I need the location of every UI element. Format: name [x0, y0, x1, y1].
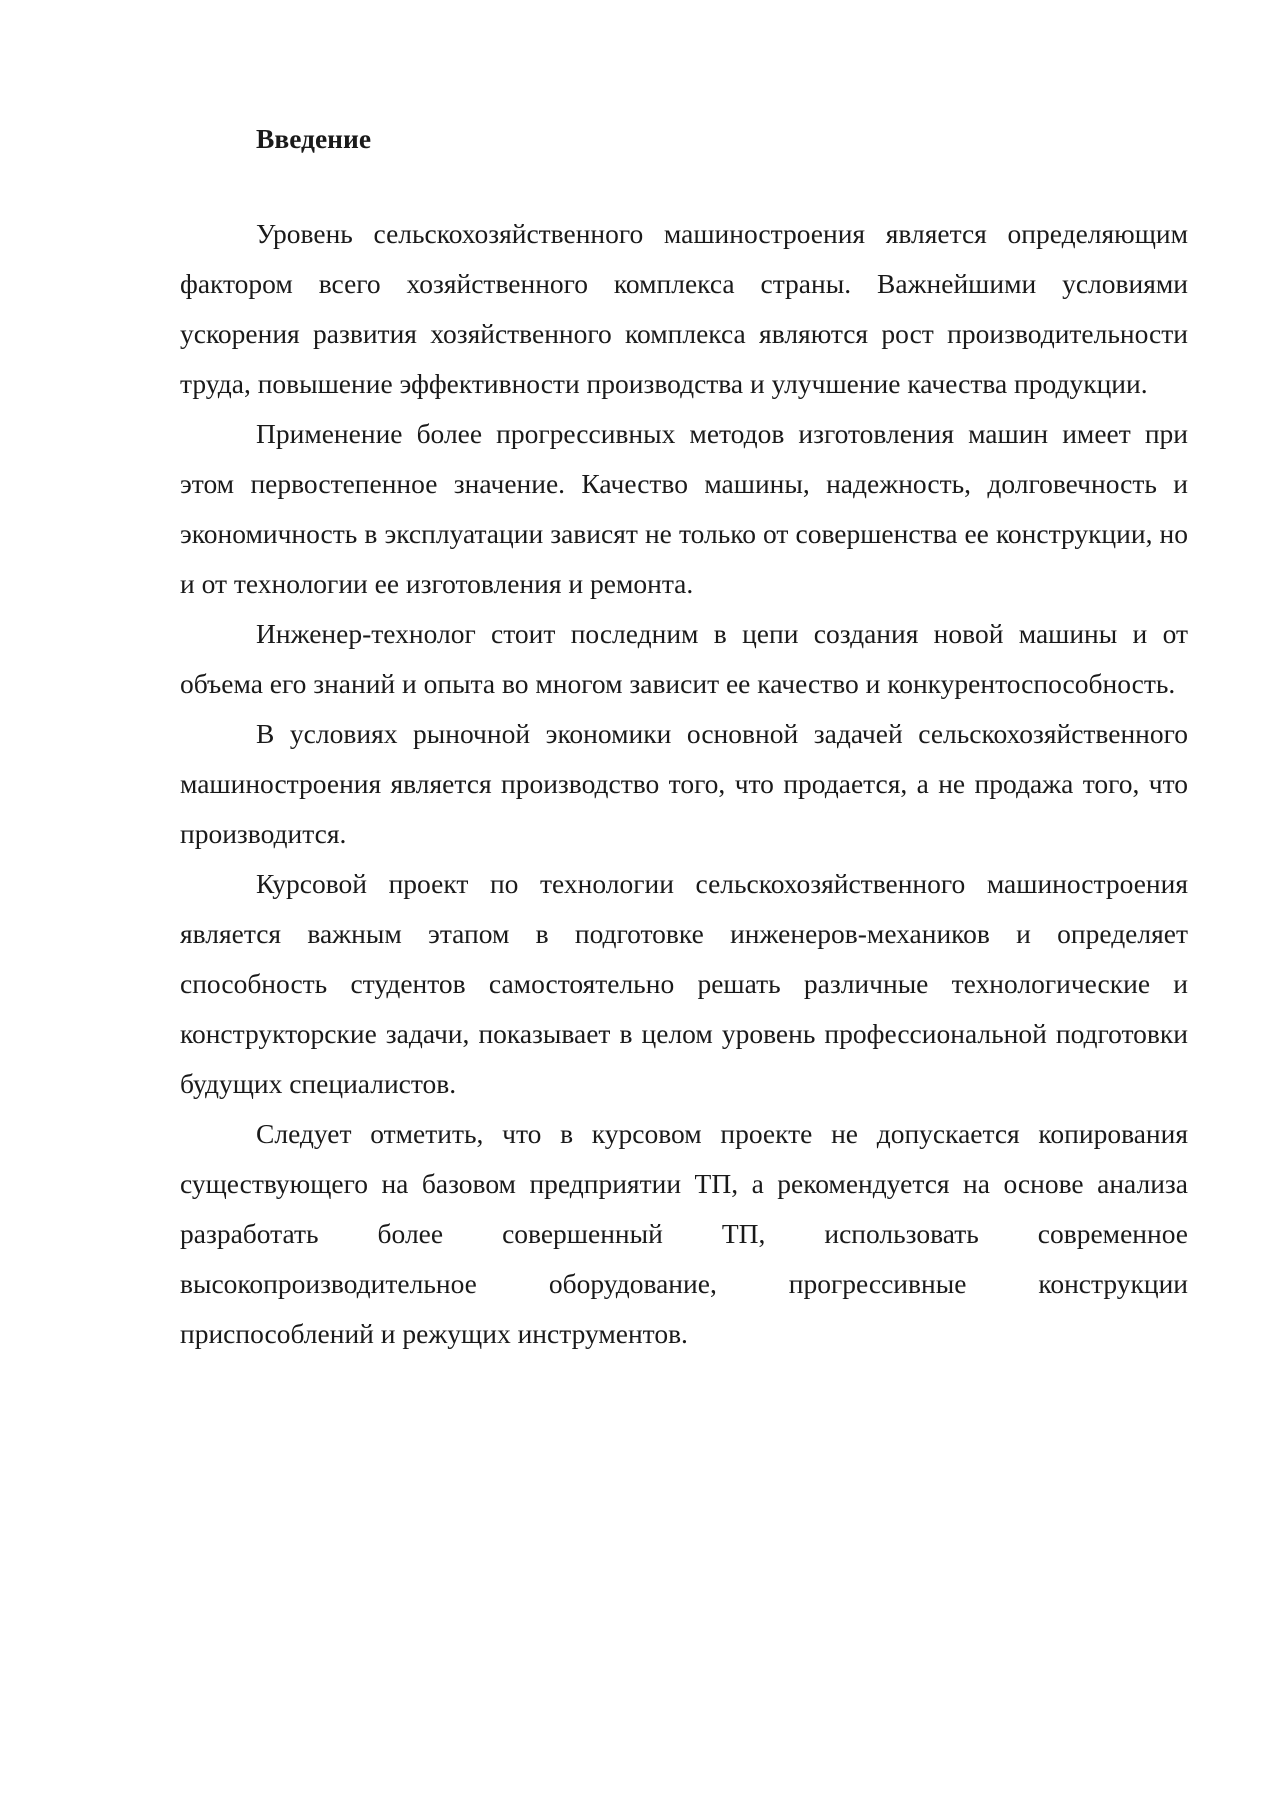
section-heading: Введение	[256, 123, 372, 154]
document-body	[180, 121, 1188, 1359]
paragraph-6: Следует отметить, что в курсовом проекте не допускается копирования существующего на базовом предприятии ТП, а рекомендуется на основе анализа разработать более совершенный ТП, использовать современное высокопроизводительное оборудование, прогрессивные конструкции приспособлений и режущих инструментов.	[180, 1118, 1188, 1349]
paragraph-3: Инженер-технолог стоит последним в цепи создания новой машины и от объема его знаний и опыта во многом зависит ее качество и конкурентоспособность.	[180, 618, 1188, 699]
paragraph-1: Уровень сельскохозяйственного машиностроения является определяющим фактором всего хозяйственного комплекса страны. Важнейшими условиями ускорения развития хозяйственного комплекса являются рост производительности труда, повышение эффективности производства и улучшение качества продукции.	[180, 218, 1188, 399]
paragraph-4: В условиях рыночной экономики основной задачей сельскохозяйственного машиностроения является производство того, что продается, а не продажа того, что производится.	[180, 718, 1188, 849]
paragraph-2: Применение более прогрессивных методов изготовления машин имеет при этом первостепенное значение. Качество машины, надежность, долговечность и экономичность в эксплуатации зависят не только от совершенства ее конструкции, но и от технологии ее изготовления и ремонта.	[180, 418, 1188, 599]
paragraph-5: Курсовой проект по технологии сельскохозяйственного машиностроения является важным этапом в подготовке инженеров-механиков и определяет способность студентов самостоятельно решать различные технологические и конструкторские задачи, показывает в целом уровень профессиональной подготовки будущих специалистов.	[180, 868, 1188, 1099]
